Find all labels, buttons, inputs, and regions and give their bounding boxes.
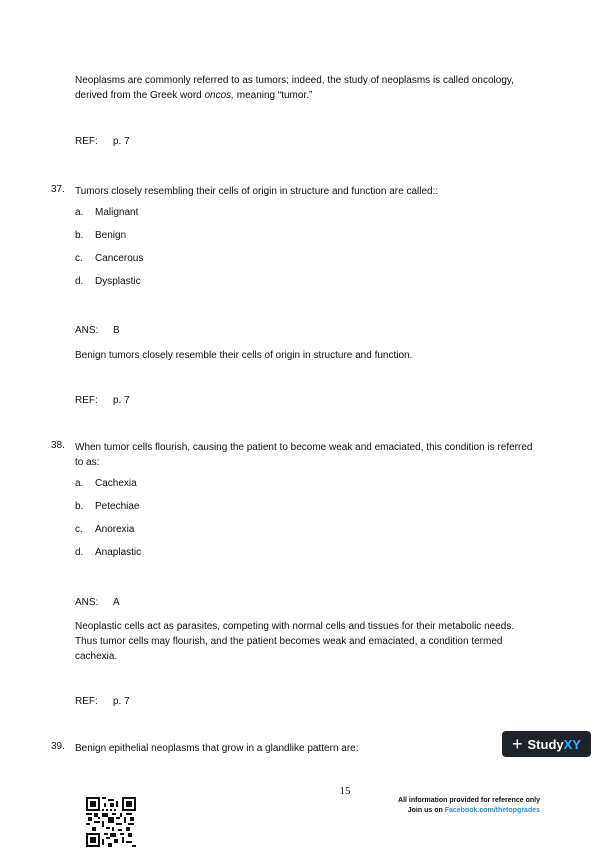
option-item	[75, 230, 126, 241]
option-item	[75, 547, 141, 558]
page-number: 15	[339, 785, 351, 797]
option-letter: c.	[75, 524, 83, 535]
footer-line-2	[398, 806, 540, 816]
intro-line-1: Neoplasms are commonly referred to as tumors; indeed, the study of neoplasms is called oncology,	[75, 75, 514, 86]
ref-value: p. 7	[113, 136, 130, 147]
option-text: Anaplastic	[95, 547, 142, 558]
intro-line-2	[75, 88, 555, 103]
option-item	[75, 501, 139, 512]
option-letter: d.	[75, 276, 84, 287]
question-text: Benign epithelial neoplasms that grow in a glandlike pattern are:	[75, 743, 359, 754]
option-item	[75, 276, 141, 287]
ref-line	[75, 395, 130, 406]
intro-paragraph	[75, 73, 555, 103]
footer-notice	[398, 796, 540, 816]
intro-line-2-text: derived from the Greek word	[75, 90, 205, 101]
option-item	[75, 207, 138, 218]
facebook-link[interactable]: Facebook.com/thetopgrades	[444, 807, 540, 814]
plus-icon: +	[512, 734, 523, 754]
question-text: When tumor cells flourish, causing the patient to become weak and emaciated, this condition is referred to as:	[75, 442, 533, 468]
option-letter: a.	[75, 207, 84, 218]
question-text: Tumors closely resembling their cells of origin in structure and function are called::	[75, 186, 439, 197]
option-letter: b.	[75, 501, 84, 512]
option-text: Dysplastic	[95, 276, 141, 287]
answer-value: B	[113, 325, 120, 336]
qr-code-icon	[86, 797, 136, 847]
answer-line	[75, 325, 120, 336]
answer-value: A	[113, 597, 120, 608]
ref-label: REF:	[75, 136, 98, 147]
ref-label: REF:	[75, 395, 98, 406]
option-item	[75, 253, 143, 264]
badge-xy: XY	[563, 736, 581, 752]
option-item	[75, 524, 134, 535]
ref-line	[75, 696, 130, 707]
question-number: 39.	[51, 741, 65, 752]
intro-italic-word: oncos,	[204, 90, 234, 101]
footer-prefix: Join us on	[407, 807, 445, 814]
option-text: Cachexia	[95, 478, 137, 489]
option-text: Cancerous	[95, 253, 144, 264]
answer-label: ANS:	[75, 597, 99, 608]
option-item	[75, 478, 137, 489]
footer-line-1: All information provided for reference only	[398, 797, 540, 804]
answer-label: ANS:	[75, 325, 99, 336]
option-letter: d.	[75, 547, 84, 558]
option-letter: a.	[75, 478, 84, 489]
option-letter: b.	[75, 230, 84, 241]
intro-line-2-end: meaning “tumor.”	[233, 90, 313, 101]
option-text: Petechiae	[95, 501, 140, 512]
question-number: 37.	[51, 184, 65, 195]
studyxy-badge[interactable]	[502, 731, 591, 757]
option-text: Benign	[95, 230, 127, 241]
option-text: Anorexia	[95, 524, 135, 535]
question-number: 38.	[51, 440, 65, 451]
option-text: Malignant	[95, 207, 139, 218]
ref-value: p. 7	[113, 395, 130, 406]
rationale: Benign tumors closely resemble their cells of origin in structure and function.	[75, 350, 413, 361]
intro-ref	[75, 136, 130, 147]
answer-line	[75, 597, 120, 608]
option-letter: c.	[75, 253, 83, 264]
ref-value: p. 7	[113, 696, 130, 707]
rationale: Neoplastic cells act as parasites, competing with normal cells and tissues for their metabolic needs. Thus tumor cells may flourish, and the patient becomes weak and emaciated, a condition termed cachexia.	[75, 621, 515, 662]
ref-label: REF:	[75, 696, 98, 707]
badge-study: Study	[527, 736, 564, 752]
